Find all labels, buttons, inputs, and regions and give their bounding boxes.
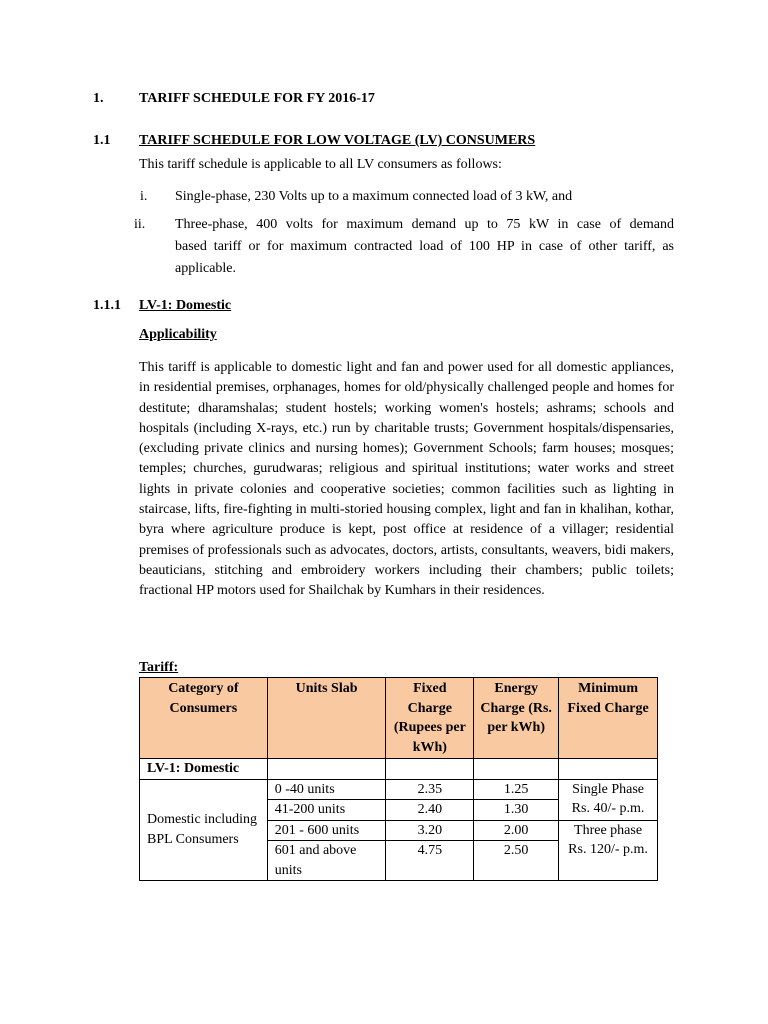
fixed-charge-cell: 2.40 [386,800,474,821]
section-number: 1. [93,91,104,106]
minimum-charge-three-cell [559,820,658,881]
fixed-charge-cell: 2.35 [386,779,474,800]
subsubsection-number: 1.1.1 [93,298,121,313]
header-minimum-fixed-charge: Minimum Fixed Charge [559,678,658,759]
empty-cell [559,759,658,780]
header-fixed-charge: Fixed Charge (Rupees per kWh) [386,678,474,759]
applicability-heading: Applicability [139,327,217,342]
section-title: TARIFF SCHEDULE FOR FY 2016-17 [139,91,375,106]
tariff-heading: Tariff: [139,660,179,675]
list-item-marker-2: ii. [134,217,146,232]
header-category: Category of Consumers [140,678,268,759]
list-item-text-2-line-1: Three-phase, 400 volts for maximum demand up to 75 kW in case of demand [175,217,674,232]
slab-cell: 601 and above units [267,841,386,881]
energy-charge-cell: 2.50 [474,841,559,881]
subsection-number: 1.1 [93,133,111,148]
header-energy-charge: Energy Charge (Rs. per kWh) [474,678,559,759]
list-item-text-1: Single-phase, 230 Volts up to a maximum connected load of 3 kW, and [175,189,573,204]
minimum-charge-single-value: Rs. 40/- p.m. [571,801,645,816]
minimum-charge-single-cell [559,779,658,820]
list-item-marker-1: i. [140,189,148,204]
tariff-table-header-row [140,678,658,759]
category-cell: Domestic including BPL Consumers [140,779,268,881]
energy-charge-cell: 1.30 [474,800,559,821]
empty-cell [386,759,474,780]
minimum-charge-three-value: Rs. 120/- p.m. [568,842,648,857]
list-item-text-2-line-3: applicable. [175,261,237,276]
empty-cell [474,759,559,780]
applicability-paragraph: This tariff is applicable to domestic light and fan and power used for all domestic appliances, in residential premises, orphanages, homes for old/physically challenged people and homes for destitute; dharamshalas; student hostels; working women's hostels; ashrams; schools and hospitals (including X-rays, etc.) run by charitable trusts; Government hospitals/dispensaries, (excluding private clinics and nursing homes); Government Schools; farm houses; mosques; temples; churches, gurudwaras; religious and spiritual institutions; water works and street lights in private colonies and cooperative societies; common facilities such as lighting in staircase, lifts, fire-fighting in multi-storied housing complex, light and fan in khalihan, kothar, byra where agriculture produce is kept, post office at residence of a villager; residential premises of professionals such as advocates, doctors, artists, consultants, weavers, bidi makers, beauticians, stitching and embroidery workers including their chambers; public toilets; fractional HP motors used for Shailchak by Kumhars in their residences. [139,360,674,599]
header-units-slab: Units Slab [267,678,386,759]
energy-charge-cell: 1.25 [474,779,559,800]
fixed-charge-cell: 3.20 [386,820,474,841]
tariff-table [139,677,658,881]
minimum-charge-three-label: Three phase [574,822,643,838]
slab-cell: 201 - 600 units [267,820,386,841]
subsection-intro: This tariff schedule is applicable to all LV consumers as follows: [139,157,502,172]
empty-cell [267,759,386,780]
fixed-charge-cell: 4.75 [386,841,474,881]
minimum-charge-single-label: Single Phase [572,781,645,797]
group-label: LV-1: Domestic [140,759,268,780]
tariff-table-wrapper [139,677,658,881]
subsection-title: TARIFF SCHEDULE FOR LOW VOLTAGE (LV) CONSUMERS [139,133,536,148]
energy-charge-cell: 2.00 [474,820,559,841]
subsubsection-title: LV-1: Domestic [139,298,232,313]
slab-cell: 0 -40 units [267,779,386,800]
slab-cell: 41-200 units [267,800,386,821]
table-row-group-label [140,759,658,780]
table-row [140,779,658,800]
list-item-text-2-line-2: based tariff or for maximum contracted load of 100 HP in case of other tariff, as [175,239,674,254]
